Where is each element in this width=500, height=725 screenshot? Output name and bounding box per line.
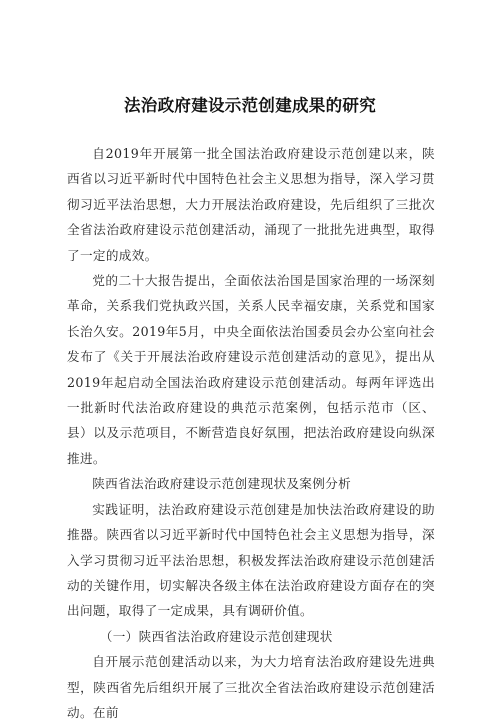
- section-heading: 陕西省法治政府建设示范创建现状及案例分析: [92, 476, 352, 492]
- paragraph-intro: 自2019年开展第一批全国法治政府建设示范创建以来，陕西省以习近平新时代中国特色社会主义思想为指导，深入学习贯彻习近平法治思想，大力开展法治政府建设，先后组织了三批次全省法治政府建设示范创建活动，涌现了一批批先进典型，取得了一定的成效。: [67, 146, 435, 263]
- paragraph-practice: 实践证明，法治政府建设示范创建是加快法治政府建设的助推器。陕西省以习近平新时代中国特色社会主义思想为指导，深入学习贯彻习近平法治思想，积极发挥法治政府建设示范创建活动的关键作用，切实解决各级主体在法治政府建设方面存在的突出问题，取得了一定成果，具有调研价值。: [67, 501, 435, 619]
- paragraph-status: 自开展示范创建活动以来，为大力培育法治政府建设先进典型，陕西省先后组织开展了三批次全省法治政府建设示范创建活动。在前: [67, 654, 435, 720]
- document-title: 法治政府建设示范创建成果的研究: [124, 96, 376, 115]
- paragraph-background: 党的二十大报告提出，全面依法治国是国家治理的一场深刻革命，关系我们党执政兴国，关系人民幸福安康，关系党和国家长治久安。2019年5月，中央全面依法治国委员会办公室向社会发布了《关于开展法治政府建设示范创建活动的意见》，提出从2019年起启动全国法治政府建设示范创建活动。每两年评选出一批新时代法治政府建设的典范示范案例，包括示范市（区、县）以及示范项目，不断营造良好氛围，把法治政府建设向纵深推进。: [67, 273, 435, 466]
- document-body: [67, 141, 435, 725]
- subsection-heading: （一）陕西省法治政府建设示范创建现状: [99, 628, 333, 644]
